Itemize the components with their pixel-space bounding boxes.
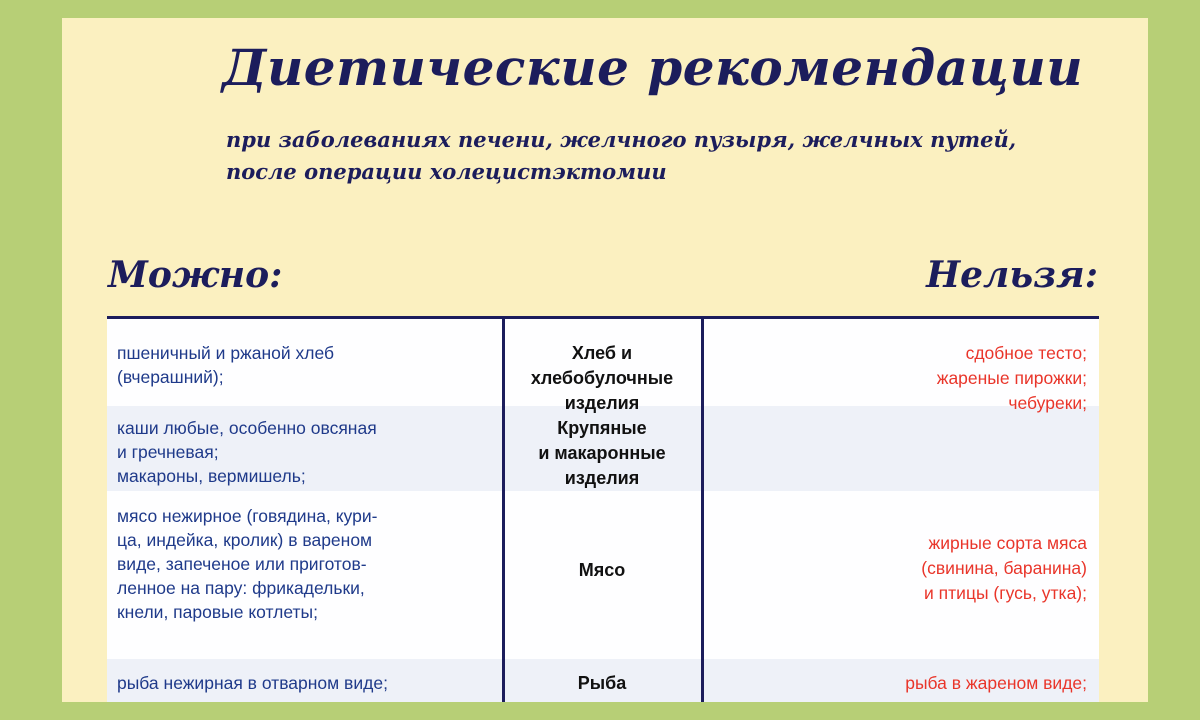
allowed-line: и гречневая; <box>117 442 219 462</box>
allowed-cell <box>117 671 497 695</box>
forbidden-cell <box>707 341 1087 416</box>
category-line: Хлеб и <box>571 343 633 363</box>
forbidden-cell <box>707 671 1087 696</box>
forbidden-line: жирные сорта мяса <box>928 533 1087 553</box>
table-row <box>107 491 1099 659</box>
forbidden-line: и птицы (гусь, утка); <box>924 583 1087 603</box>
allowed-cell <box>117 416 497 488</box>
category-line: и макаронные <box>538 443 666 463</box>
allowed-heading: Можно: <box>108 254 283 296</box>
allowed-line: (вчерашний); <box>117 367 224 387</box>
allowed-line: мясо нежирное (говядина, кури- <box>117 506 378 526</box>
page-subtitle <box>226 124 1016 188</box>
category-line: Рыба <box>577 673 627 693</box>
category-cell <box>503 416 701 491</box>
table-row <box>107 659 1099 702</box>
forbidden-line: (свинина, баранина) <box>921 558 1087 578</box>
allowed-line: кнели, паровые котлеты; <box>117 602 318 622</box>
category-line: Крупяные <box>557 418 647 438</box>
forbidden-line: рыба в жареном виде; <box>905 673 1087 693</box>
forbidden-line: чебуреки; <box>1008 393 1087 413</box>
diet-table <box>107 319 1099 702</box>
category-line: изделия <box>564 468 640 488</box>
forbidden-line: сдобное тесто; <box>965 343 1087 363</box>
table-row <box>107 319 1099 413</box>
category-line: хлебобулочные <box>530 368 674 388</box>
allowed-line: каши любые, особенно овсяная <box>117 418 377 438</box>
allowed-cell <box>117 341 497 389</box>
allowed-line: виде, запеченое или приготов- <box>117 554 367 574</box>
forbidden-cell <box>707 531 1087 606</box>
allowed-line: ца, индейка, кролик) в вареном <box>117 530 373 550</box>
table-row <box>107 406 1099 491</box>
subtitle-line: при заболеваниях печени, желчного пузыря, желчных путей, <box>226 127 1017 152</box>
category-cell <box>503 558 701 583</box>
allowed-cell <box>117 504 497 624</box>
category-cell <box>503 671 701 696</box>
forbidden-line: жареные пирожки; <box>936 368 1087 388</box>
allowed-line: макароны, вермишель; <box>117 466 306 486</box>
recommendation-sheet <box>62 18 1148 702</box>
allowed-line: рыба нежирная в отварном виде; <box>117 673 388 693</box>
allowed-line: ленное на пару: фрикадельки, <box>117 578 365 598</box>
allowed-line: пшеничный и ржаной хлеб <box>117 343 335 363</box>
subtitle-line: после операции холецистэктомии <box>226 159 667 184</box>
forbidden-heading: Нельзя: <box>926 254 1098 296</box>
category-line: изделия <box>564 393 640 413</box>
category-cell <box>503 341 701 416</box>
page-title: Диетические рекомендации <box>222 38 1084 97</box>
category-line: Мясо <box>578 560 626 580</box>
